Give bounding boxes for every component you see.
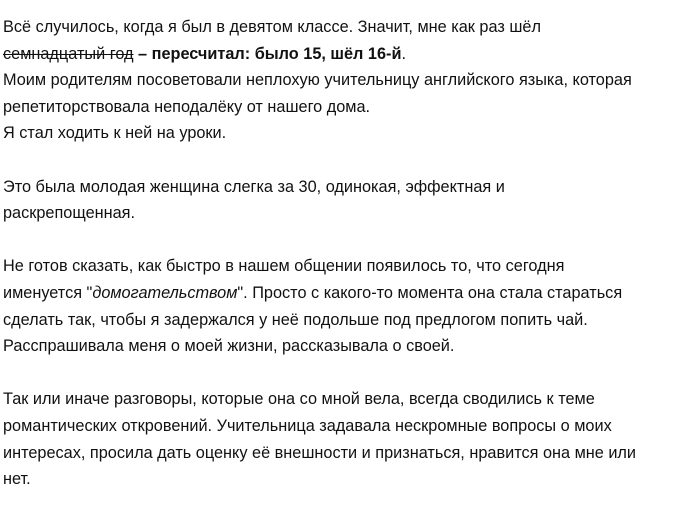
text-line: романтических откровений. Учительница задавала нескромные вопросы о моих — [3, 416, 612, 435]
paragraph-1 — [3, 14, 697, 147]
text-line: Я стал ходить к ней на уроки. — [3, 124, 227, 143]
bold-correction: – пересчитал: было 15, шёл 16-й — [133, 44, 402, 63]
text-line: Так или иначе разговоры, которые она со мной вела, всегда сводились к теме — [3, 390, 595, 409]
text-line-correction — [3, 41, 697, 68]
text-line: Это была молодая женщина слегка за 30, одинокая, эффектная и — [3, 177, 505, 196]
text-line: раскрепощенная. — [3, 204, 135, 223]
text-line: Всё случилось, когда я был в девятом классе. Значит, мне как раз шёл — [3, 18, 541, 36]
text-fragment: ". Просто с какого-то момента она стала стараться — [237, 283, 623, 302]
paragraph-3 — [3, 253, 697, 359]
text-line: Расспрашивала меня о моей жизни, рассказывала о своей. — [3, 337, 455, 356]
text-line-quote — [3, 280, 697, 307]
text-line: интересах, просила дать оценку её внешности и признаться, нравится она мне или — [3, 443, 637, 462]
paragraph-gap — [3, 147, 697, 174]
text-line: Не готов сказать, как быстро в нашем общении появилось то, что сегодня — [3, 257, 565, 276]
paragraph-gap — [3, 360, 697, 387]
article-text — [3, 14, 697, 493]
text-line: Моим родителям посоветовали неплохую учительницу английского языка, которая — [3, 71, 632, 90]
paragraph-gap — [3, 227, 697, 254]
italic-term: домогательством — [92, 283, 238, 302]
period: . — [401, 44, 406, 63]
paragraph-2 — [3, 174, 697, 227]
text-fragment: именуется " — [3, 283, 93, 302]
paragraph-4 — [3, 386, 697, 492]
text-line: репетиторствовала неподалёку от нашего дома. — [3, 97, 371, 116]
text-line: сделать так, чтобы я задержался у неё подольше под предлогом попить чай. — [3, 310, 588, 329]
struck-text: семнадцатый год — [3, 44, 134, 63]
text-line: нет. — [3, 470, 31, 489]
